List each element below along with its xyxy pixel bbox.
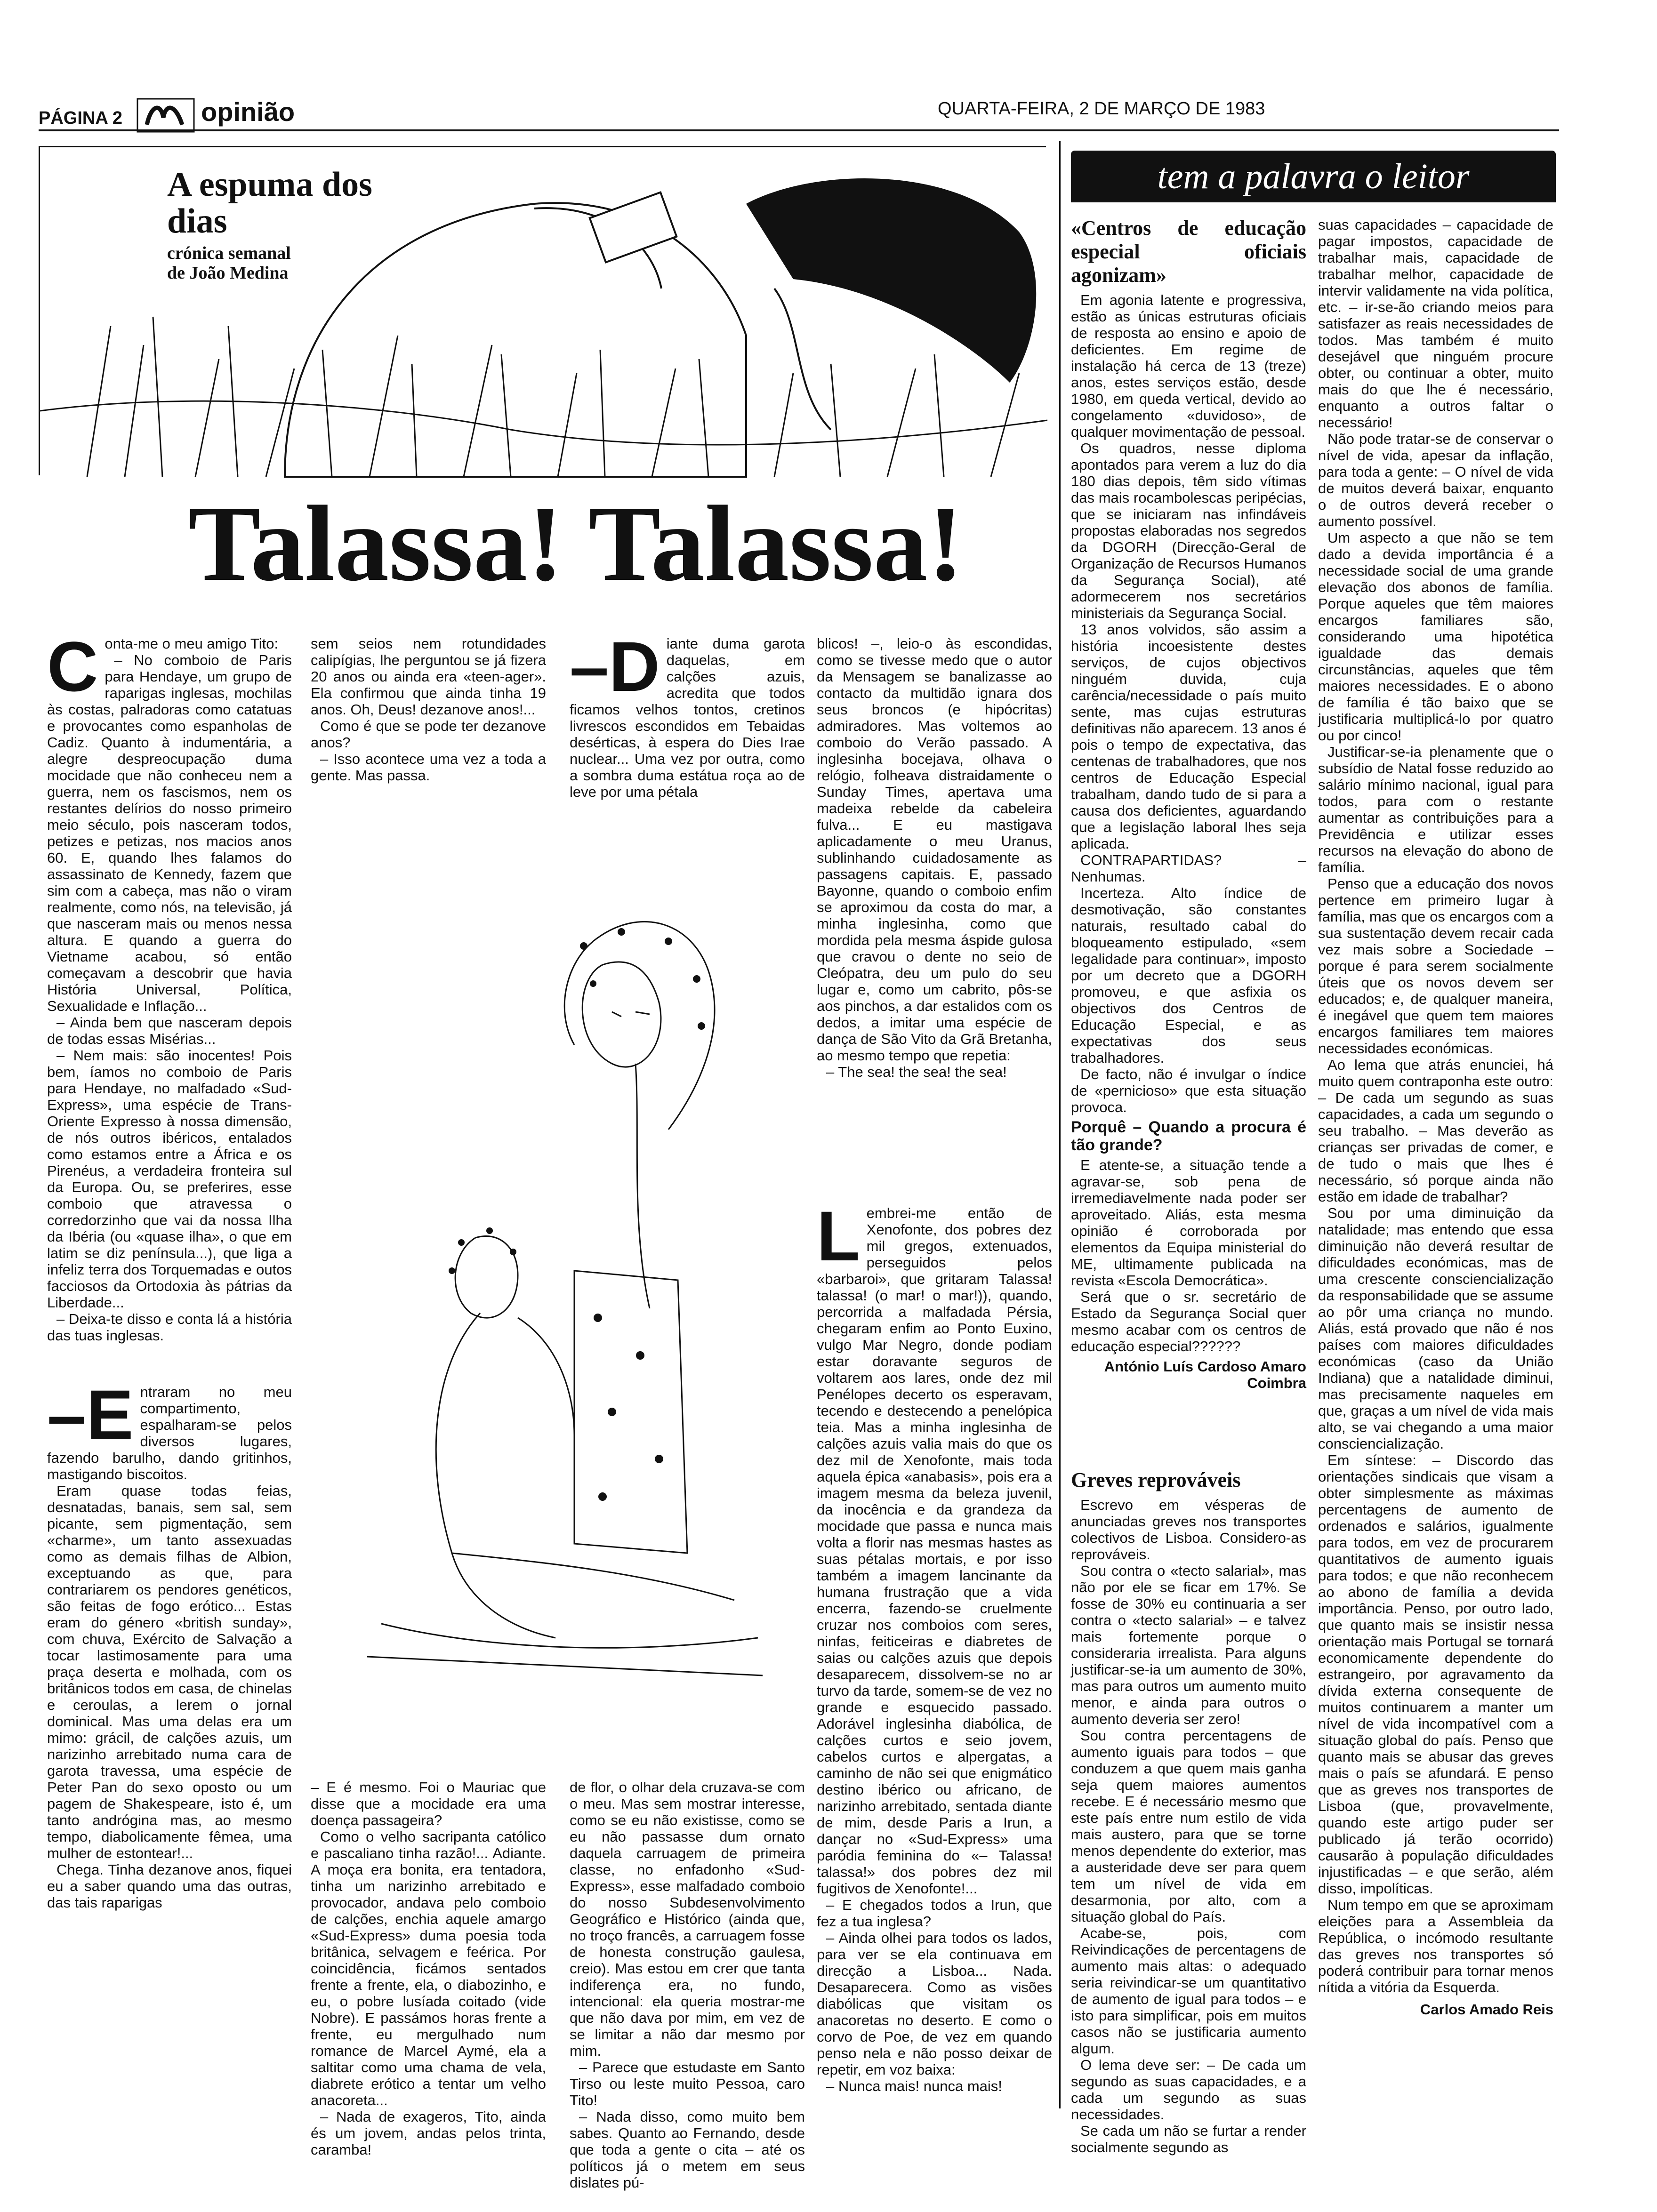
column-title: A espuma dos dias [167,165,372,240]
paragraph: E atente-se, a situação tende a agravar-se, sob pena de irremediavelmente nada poder ser aproveitado. Aliás, esta mesma opinião é corroborada por elementos da Equipa ministerial do ME, ultimamente publicada na revista «Escola Democrática». [1071,1157,1306,1289]
paragraph: ntraram no meu compartimento, espalharam-se pelos diversos lugares, fazendo barulho, dando gritinhos, mastigando biscoitos. [47,1384,292,1483]
paragraph: Sou contra percentagens de aumento iguais para todos – que conduzem a que quem mais ganha seja quem maiores aumentos recebe. E é necessário mesmo que este país entre num estilo de vida mais austero, para que se torne menos dependente do exterior, mas a austeridade deve ser para quem tem um nível de vida em desarmonia, por alto, com a situação global do País. [1071,1727,1306,1925]
paragraph: Será que o sr. secretário de Estado da Segurança Social quer mesmo acabar com os centros de educação especial?????? [1071,1289,1306,1354]
letter-city: Coimbra [1247,1375,1306,1391]
paragraph: Sou por uma diminuição da natalidade; mas entendo que essa diminuição não deverá resultar de dificuldades económicas, mas de uma crescente consciencialização da responsabilidade que se assume ao pôr uma criança no mundo. Aliás, está provado que não é nos países com maiores dificuldades económicas (caso da União Indiana) que a natalidade diminui, mas precisamente naqueles em que, graças a um nível de vida mais alto, se vai chegando a uma maior consciencialização. [1318,1205,1553,1452]
letter-2-continued [1318,216,1553,2104]
paragraph: Em agonia latente e progressiva, estão as únicas estruturas oficiais de resposta ao ensino e apoio de deficientes. Em regime de instalação há cerca de 13 (treze) anos, estes serviços estão, desde 1980, em queda vertical, devido ao congelamento «duvidoso», de qualquer movimentação de pessoal. [1071,292,1306,440]
paragraph: Em síntese: – Discordo das orientações sindicais que visam a obter simplesmente as máximas percentagens de aumento de ordenados e salários, igualmente para todos, em vez de procurarem quantitativos de aumento iguais para todos; e que não reconhecem ao abono de família a devida importância. Penso, por outro lado, que quanto mais se insistir nessa orientação mais Portugal se tornará economicamente dependente do estrangeiro, por agravamento da dívida externa consequente de muitos continuarem a manter um nível de vida incompatível com a situação global do país. Penso que quanto mais se abusar das greves mais o país se afundará. E penso que as greves nos transportes de Lisboa (que, provavelmente, quando este artigo puder ser publicado já terão ocorrido) causarão à população dificuldades injustificadas – e que serão, além disso, impolíticas. [1318,1452,1553,1897]
newspaper-logo-icon [137,99,194,132]
paragraph: – The sea! the sea! the sea! [826,1064,1007,1080]
letter-signature: Carlos Amado Reis [1420,2001,1553,2018]
paragraph: Num tempo em que se aproximam eleições para a Assembleia da República, o incómodo resultante das greves nos transportes só poderá contribuir para tornar menos nítida a vitória da Esquerda. [1318,1897,1553,1996]
readers-banner [1071,151,1556,202]
letter-1-column [1071,216,1306,1459]
column-title-box [167,166,384,283]
letter-signature: António Luís Cardoso Amaro [1104,1358,1306,1375]
page-header [39,94,1559,132]
letter-subhead: Porquê – Quando a procura é tão grande? [1071,1118,1306,1154]
drop-cap: L [817,1196,860,1275]
paragraph: – E chegados todos a Irun, que fez a tua inglesa? [817,1897,1052,1930]
page-number: PÁGINA 2 [39,108,123,128]
letter-2-column [1071,1468,1306,2156]
paragraph: Não pode tratar-se de conservar o nível de vida, apesar da inflação, para toda a gente: – O nível de vida de muitos deverá baixar, enquanto o de outros deverá receber o aumento possível. [1318,431,1553,529]
paragraph: De facto, não é invulgar o índice de «pernicioso» que esta situação provoca. [1071,1066,1306,1115]
paragraph: – No comboio de Paris para Hendaye, um grupo de raparigas inglesas, mochilas às costas, palradoras como catatuas e provocantes como espanholas de Cadiz. Quanto à indumentária, a alegre despreocupação duma mocidade que não conheceu nem a guerra, nem os fascismos, nem os restantes delírios do nosso primeiro meio século, pois nasceram todos, petizes e petizas, nos macios anos 60. E, quando lhes falamos do assassinato de Kennedy, fazem que sim com a cabeça, mas não o viram realmente, como nós, na televisão, já que nasceram mais ou menos nessa altura. E quando a guerra do Vietname acabou, só então começavam a descobrir que havia História Universal, Política, Sexualidade e Inflação... [47,652,292,1014]
paragraph: de flor, o olhar dela cruzava-se com o meu. Mas sem mostrar interesse, como se eu não existisse, como se eu não passasse dum ornato daquela carruagem de primeira classe, no enfadonho «Sud-Express», esse malfadado comboio do nosso Subdesenvolvimento Geográfico e Histórico (ainda que, no troço francês, a carruagem fosse de honesta construção gaulesa, creio). Mas estou em crer que tanta indiferença era, no fundo, intencional: ela queria mostrar-me que não dava por mim, em vez de se limitar a não dar mesmo por mim. [570,1779,805,2059]
article-column-2b [311,1779,546,2158]
drop-cap: C [47,627,98,706]
paragraph: Se cada um não se furtar a render socialmente segundo as [1071,2123,1306,2156]
drop-cap: –D [570,627,660,706]
article-column-4 [817,635,1052,1177]
paragraph: embrei-me então de Xenofonte, dos pobres dez mil gregos, extenuados, perseguidos pelos «barbaroi», que gritaram Talassa! talassa! (o mar! o mar!)), quando, percorrida a malfadada Pérsia, chegaram enfim ao Ponto Euxino, vulgo Mar Negro, donde podiam estar doravante seguros de voltarem aos lares, onde dez mil Penélopes decerto os esperavam, tecendo e destecendo a penelópica teia. Mas a minha inglesinha de calções azuis valia mais do que os dez mil de Xenofonte, mais toda aquela épica «anabasis», pois era a imagem mesma da beleza juvenil, da inocência e da grandeza da mocidade que passa e nunca mais volta a florir nas mesmas hastes as suas pétalas mortais, e por isso também a imagem lancinante da humana frustração que a vida encerra, fazendo-se cruelmente cruzar nos comboios com seres, ninfas, feiticeiras e diabretes de saias ou calções azuis que depois desaparecem, dissolvem-se no ar turvo da tarde, somem-se de vez no grande e esquecido passado. Adorável inglesinha diabólica, de calções curtos e seio jovem, cabelos curtos e alpergatas, a caminho de não sei que enigmático destino ibérico ou africano, de narizinho arrebitado, sentada diante de mim, desde Paris a Irun, a dançar no «Sud-Express» uma paródia feminina do «– Talassa! talassa!» dos pobres dez mil fugitivos de Xenofonte!... [817,1205,1052,1897]
paragraph: CONTRAPARTIDAS? – Nenhumas. [1071,852,1306,885]
page-title: Talassa! Talassa! [188,483,964,603]
paragraph: Como é que se pode ter dezanove anos? [311,718,546,751]
article-column-1 [47,627,292,1351]
paragraph: Como o velho sacripanta católico e pascaliano tinha razão!... Adiante. A moça era bonita, era tentadora, tinha um narizinho arrebitado e provocador, andava pelo comboio de calções, enchia aquele amargo «Sud-Express» duma poesia toda britânica, selvagem e feérica. Por coincidência, ficámos sentados frente a frente, ela, o diabozinho, e eu, o pobre lusíada coitado (vide Nobre). E passámos horas frente a frente, eu mergulhado num romance de Marcel Aymé, ela a saltitar como uma chama de vela, diabrete erótico a tentar um velho anacoreta... [311,1828,546,2108]
paragraph: – Nada de exageros, Tito, ainda és um jovem, andas pelos trinta, caramba! [311,2108,546,2158]
paragraph: Penso que a educação dos novos pertence em primeiro lugar à família, mas que os encargos com a sua sustentação devem recair cada vez mais sobre a Sociedade – porque é para serem socialmente úteis que os novos devem ser educados; e, de qualquer maneira, é inegável que quem tem maiores encargos familiares tem maiores necessidades económicas. [1318,875,1553,1057]
paragraph: sem seios nem rotundidades calipígias, lhe perguntou se já fizera 20 anos ou ainda era «teen-ager». Ela confirmou que ainda tinha 19 anos. Oh, Deus! dezanove anos!... [311,635,546,718]
paragraph: iante duma garota daquelas, em calções azuis, acredita que todos ficamos velhos tontos, cretinos livrescos escondidos em Tebaidas desérticas, à espera do Dies Irae nuclear... Uma vez por outra, como a sombra duma estátua roça ao de leve por uma pétala [570,635,805,800]
readers-banner-title: tem a palavra o leitor [1157,157,1470,196]
article-column-4b [817,1196,1052,2104]
letter-title: «Centros de educação especial oficiais agonizam» [1071,216,1306,287]
article-column-3 [570,627,805,800]
paragraph: Acabe-se, pois, com Reivindicações de percentagens de aumento mais altas: o adequado seria reivindicar-se um quantitativo de aumento de igual para todos – e isto para simplificar, pois em muitos casos não se justificaria aumento algum. [1071,1925,1306,2057]
paragraph: Um aspecto a que não se tem dado a devida importância é a necessidade social de uma grande elevação dos abonos de família. Porque aqueles que têm maiores encargos familiares são, considerando uma hipotética igualdade das demais circunstâncias, aqueles que têm maiores necessidades. E o abono de família é tão baixo que se justificaria multiplicá-lo por quatro ou por cinco! [1318,529,1553,744]
paragraph: – Nem mais: são inocentes! Pois bem, íamos no comboio de Paris para Hendaye, no malfadado «Sud-Express», uma espécie de Trans-Oriente Expresso à nossa dimensão, de nós outros ibéricos, entalados como estamos entre a África e os Pirenéus, a verdadeira fronteira sul da Europa. Ou, se preferires, esse comboio que atravessa o corredorzinho que vai da nossa Ilha da Ibéria (ou «quase ilha», o que em latim se diz península...), que liga a infeliz terra dos Torquemadas e outos facciosos da Ortodoxia às pátrias da Liberdade... [47,1047,292,1311]
drop-cap: –E [47,1375,134,1454]
paragraph: blicos! –, leio-o às escondidas, como se tivesse medo que o autor da Mensagem se banalizasse ao contacto da multidão ignara dos seus broncos (e hipócritas) admiradores. Mas voltemos ao comboio do Verão passado. A inglesinha bocejava, olhava o relógio, folheava distraidamente o Sunday Times, apertava uma madeixa rebelde da cabeleira fulva... E eu mastigava aplicadamente o meu Uranus, sublinhando cuidadosamente as passagens capitais. E, passado Bayonne, quando o comboio enfim se aproximou da costa do mar, a minha inglesinha, como que mordida pela mesma áspide gulosa que cravou o dente no seio de Cleópatra, deu um pulo do seu lugar e, como um cabrito, pôs-se aos pinchos, a dar estalidos com os dedos, a imitar uma espécie de dança de São Vito da Grã Bretanha, ao mesmo tempo que repetia: [817,635,1052,1064]
paragraph: Os quadros, nesse diploma apontados para verem a luz do dia 180 dias depois, têm sido vítimas das mais rocambolescas peripécias, que se iniciaram nas infindáveis propostas elaboradas nos segredos da DGORH (Direcção-Geral de Organização de Recursos Humanos da Segurança Social), até adormecerem nos secretários ministeriais da Segurança Social. [1071,440,1306,621]
column-divider [1059,141,1061,2108]
paragraph: Sou contra o «tecto salarial», mas não por ele se ficar em 17%. Se fosse de 30% eu continuaria a ser contra o «tecto salarial» – e talvez mais fortemente porque o consideraria irrealista. Para alguns justificar-se-ia um aumento de 30%, mas para outros um aumento muito menor, e ainda para outros o aumento deveria ser zero! [1071,1563,1306,1727]
letter-title: Greves reprováveis [1071,1468,1241,1491]
paragraph: Incerteza. Alto índice de desmotivação, são constantes naturais, resultado cabal do bloqueamento estipulado, «sem legalidade para continuar», imposto por um decreto que a DGORH promoveu, e que asfixia os objectivos dos Centros de Educação Especial, e as expectativas dos seus trabalhadores. [1071,885,1306,1066]
paragraph: O lema deve ser: – De cada um segundo as suas capacidades, e a cada um segundo as suas necessidades. [1071,2057,1306,2123]
paragraph: – Ainda olhei para todos os lados, para ver se ela continuava em direcção a Lisboa... Nada. Desaparecera. Como as visões diabólicas que visitam os anacoretas no deserto. E como o corvo de Poe, de vez em quando penso nela e não posso deixar de repetir, em voz baixa: [817,1930,1052,2078]
header-illustration [39,146,1046,475]
article-column-3b [570,1779,805,2191]
paragraph: Escrevo em vésperas de anunciadas greves nos transportes colectivos de Lisboa. Considero-as reprováveis. [1071,1497,1306,1563]
article-column-2 [311,635,546,786]
paragraph: – Deixa-te disso e conta lá a história das tuas inglesas. [47,1311,292,1344]
paragraph: Ao lema que atrás enunciei, há muito quem contraponha este outro: – De cada um segundo as suas capacidades, a cada um segundo o seu trabalho. – Mas deverão as crianças ser privadas de comer, e de tudo o mais que lhes é necessário, só porque ainda não estão em idade de trabalhar? [1318,1057,1553,1205]
section-name: opinião [201,97,295,127]
paragraph: Justificar-se-ia plenamente que o subsídio de Natal fosse reduzido ao salário mínimo nacional, igual para todos, para com o restante aumentar as contribuições para a Previdência e utilizar esses recursos na elevação do abono de família. [1318,744,1553,875]
article-column-1b [47,1375,292,2104]
paragraph: – Ainda bem que nasceram depois de todas essas Misérias... [47,1014,292,1047]
paragraph: – Nunca mais! nunca mais! [826,2078,1002,2094]
paragraph: Chega. Tinha dezanove anos, fiquei eu a saber quando uma das outras, das tais raparigas [47,1861,292,1911]
woman-with-flowers-illustration [311,800,805,1770]
paragraph: onta-me o meu amigo Tito: [105,635,279,652]
paragraph: – Nada disso, como muito bem sabes. Quanto ao Fernando, desde que toda a gente o cita – até os políticos já o metem em seus dislates pú- [570,2108,805,2191]
issue-date: QUARTA-FEIRA, 2 DE MARÇO DE 1983 [938,99,1265,119]
paragraph: 13 anos volvidos, são assim a história incoesistente destes serviços, de cujos objectivos ninguém duvida, cuja carência/necessidade o país muito sente, mas cujas estruturas definitivas não aparecem. 13 anos é pois o tempo de expectativa, das centenas de trabalhadores, que nos centros de Educação Especial trabalham, dando tudo de si para a causa dos deficientes, aguardando que a legislação laboral lhes seja aplicada. [1071,621,1306,852]
paragraph: Eram quase todas feias, desnatadas, banais, sem sal, sem picante, sem pigmentação, sem «charme», um tanto assexuadas como as demais filhas de Albion, exceptuando as que, para contrariarem os pendores genéticos, são feitas de fogo erótico... Estas eram do género «british sunday», com chuva, Exército de Salvação a tocar lastimosamente para uma praça deserta e molhada, com os britânicos todos em casa, de chinelas e ceroulas, a lerem o jornal dominical. Mas uma delas era um mimo: grácil, de calções azuis, um narizinho arrebitado numa cara de garota travessa, uma espécie de Peter Pan do sexo oposto ou um pagem de Shakespeare, isto é, um tanto andrógina mas, ao mesmo tempo, diabolicamente fêmea, uma mulher de estontear!... [47,1483,292,1861]
header-rule [39,129,1559,131]
paragraph: suas capacidades – capacidade de pagar impostos, capacidade de trabalhar mais, capacidade de trabalhar melhor, capacidade de intervir validamente na vida política, etc. – ir-se-ão criando meios para satisfazer as reais necessidades de todos. Mas também é muito desejável que ninguém procure obter, ou continuar a obter, muito mais do que lhe é necessário, enquanto a outros faltar o necessário! [1318,216,1553,431]
paragraph: – Isso acontece uma vez a toda a gente. Mas passa. [311,751,546,784]
paragraph: – E é mesmo. Foi o Mauriac que disse que a mocidade era uma doença passageira? [311,1779,546,1828]
article-illustration [311,800,805,1770]
column-byline: crónica semanal de João Medina [167,243,291,283]
paragraph: – Parece que estudaste em Santo Tirso ou leste muito Pessoa, caro Tito! [570,2059,805,2108]
